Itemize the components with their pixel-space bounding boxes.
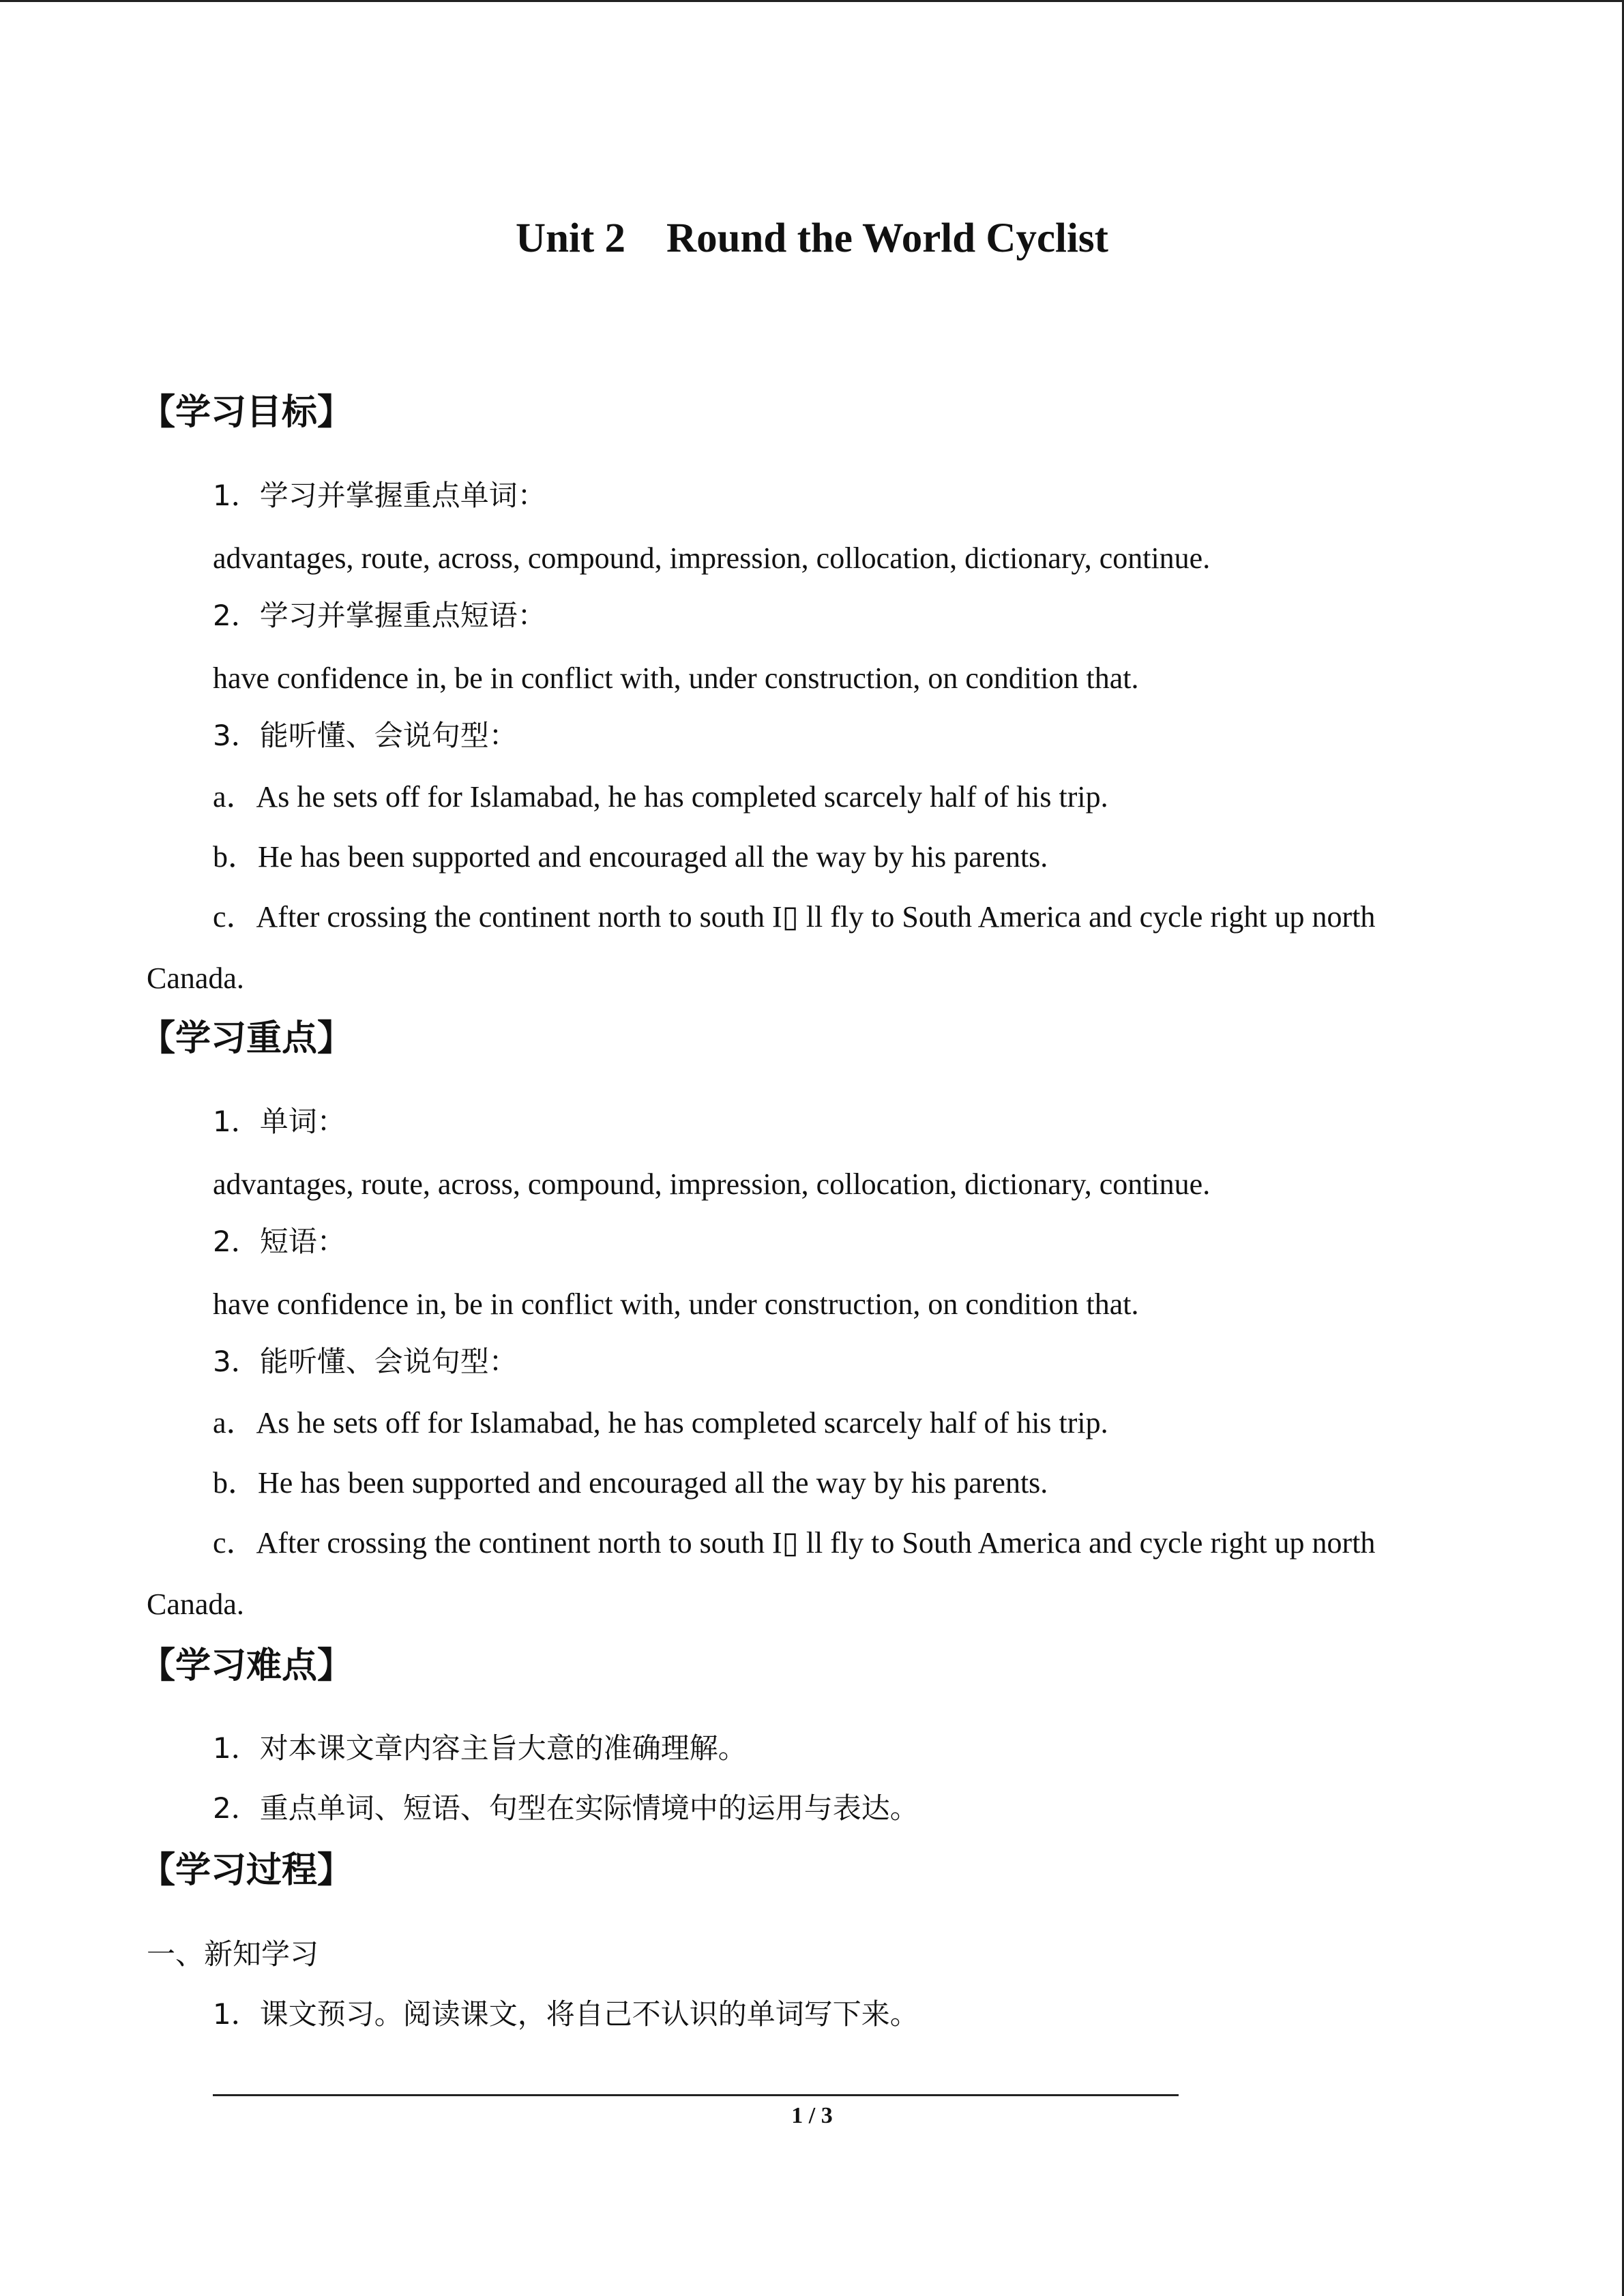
- key-points-item2-label: 2．短语：: [213, 1225, 346, 1258]
- title-name: Round the World Cyclist: [666, 215, 1108, 261]
- footer-rule: [213, 2094, 1179, 2096]
- process-part1: 一、新知学习: [147, 1937, 319, 1971]
- key-points-item1-words: advantages, route, across, compound, impression, collocation, dictionary, continue.: [213, 1167, 1211, 1201]
- process-heading: 【学习过程】: [140, 1850, 353, 1891]
- objectives-sentence-a: a．As he sets off for Islamabad, he has completed scarcely half of his trip.: [213, 780, 1108, 814]
- page-number: 1 / 3: [791, 2103, 833, 2128]
- key-points-sentence-b: b．He has been supported and encouraged all the way by his parents.: [213, 1466, 1048, 1500]
- objectives-item1-words: advantages, route, across, compound, impression, collocation, dictionary, continue.: [213, 541, 1211, 575]
- objectives-sentence-c-line2: Canada.: [147, 961, 244, 995]
- title-unit: Unit 2: [516, 215, 626, 261]
- objectives-item3-label: 3．能听懂、会说句型：: [213, 719, 518, 752]
- objectives-item1-label: 1．学习并掌握重点单词：: [213, 479, 546, 512]
- difficulties-item2: 2．重点单词、短语、句型在实际情境中的运用与表达。: [213, 1791, 919, 1825]
- key-points-item3-label: 3．能听懂、会说句型：: [213, 1345, 518, 1378]
- objectives-sentence-b: b．He has been supported and encouraged all the way by his parents.: [213, 840, 1048, 874]
- page-border-top: [0, 0, 1624, 2]
- key-points-item2-phrases: have confidence in, be in conflict with, under construction, on condition that.: [213, 1287, 1139, 1321]
- difficulties-heading: 【学习难点】: [140, 1645, 353, 1686]
- objectives-item2-phrases: have confidence in, be in conflict with, under construction, on condition that.: [213, 661, 1139, 695]
- key-points-sentence-a: a．As he sets off for Islamabad, he has completed scarcely half of his trip.: [213, 1406, 1108, 1440]
- objectives-sentence-c-line1: c．After crossing the continent north to south I▯ ll fly to South America and cycle right up north: [213, 900, 1376, 934]
- key-points-item1-label: 1．单词：: [213, 1105, 346, 1138]
- key-points-sentence-c-line1: c．After crossing the continent north to south I▯ ll fly to South America and cycle right up north: [213, 1526, 1376, 1560]
- key-points-sentence-c-line2: Canada.: [147, 1587, 244, 1621]
- objectives-item2-label: 2．学习并掌握重点短语：: [213, 599, 546, 632]
- key-points-heading: 【学习重点】: [140, 1018, 353, 1059]
- objectives-heading: 【学习目标】: [140, 392, 353, 433]
- page-title: [0, 211, 1624, 266]
- difficulties-item1: 1．对本课文章内容主旨大意的准确理解。: [213, 1731, 747, 1765]
- process-item1: 1．课文预习。阅读课文，将自己不认识的单词写下来。: [213, 1997, 919, 2031]
